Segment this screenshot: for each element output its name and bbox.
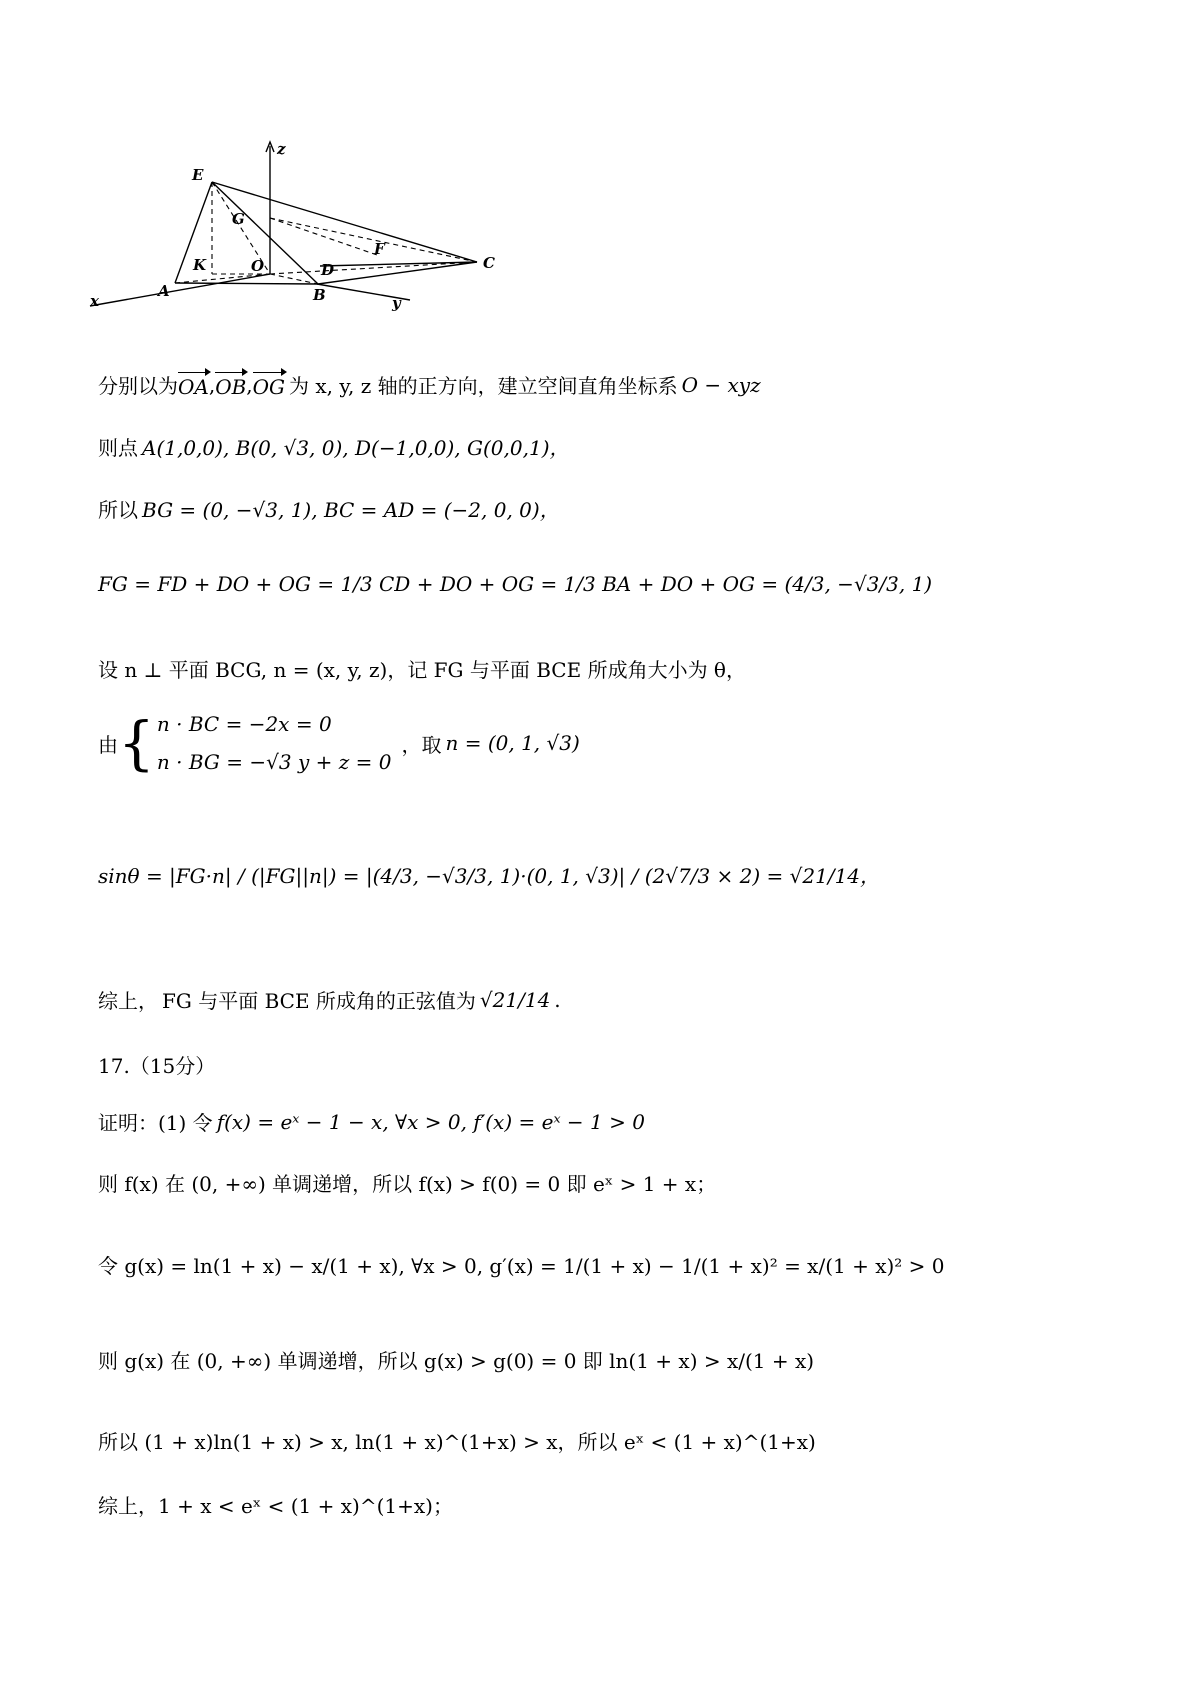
line-fg-vector: FG = FD + DO + OG = 1/3 CD + DO + OG = 1/3 BA + DO + OG = (4/3, −√3/3, 1) <box>98 572 933 596</box>
line-system: 由 { n · BC = −2x = 0 n · BG = −√3 y + z = 0 ，取 n = (0, 1, √3) <box>98 709 580 777</box>
label-G: G <box>232 210 245 228</box>
question-17-heading: 17.（15分） <box>98 1054 216 1078</box>
label-E: E <box>192 166 204 184</box>
equation-system: n · BC = −2x = 0 n · BG = −√3 y + z = 0 <box>156 712 392 774</box>
label-K: K <box>193 256 207 274</box>
label-O: O <box>251 257 265 275</box>
label-z: z <box>277 140 286 158</box>
proof-line-2: 则 f(x) 在 (0, +∞) 单调递增，所以 f(x) > f(0) = 0 即 eˣ > 1 + x； <box>98 1172 717 1196</box>
line-points: 则点 A(1,0,0), B(0, √3, 0), D(−1,0,0), G(0,0,1)， <box>98 436 570 460</box>
line-normal-setup: 设 n ⊥ 平面 BCG, n = (x, y, z)，记 FG 与平面 BCE 所成角大小为 θ， <box>98 658 746 682</box>
x-axis <box>90 274 270 306</box>
line-conclusion: 综上， FG 与平面 BCE 所成角的正弦值为 √21/14 . <box>98 987 561 1013</box>
line-coordinate-system: 分别以为 OA , OB , OG 为 x, y, z 轴的正方向，建立空间直角坐标系 O − xyz <box>98 372 761 399</box>
label-A: A <box>158 282 170 300</box>
proof-line-1: 证明：(1) 令 f(x) = eˣ − 1 − x, ∀x > 0, f′(x) = eˣ − 1 > 0 <box>98 1109 645 1135</box>
proof-line-3: 令 g(x) = ln(1 + x) − x/(1 + x), ∀x > 0, g′(x) = 1/(1 + x) − 1/(1 + x)² = x/(1 + x)² > 0 <box>98 1254 945 1278</box>
label-B: B <box>313 286 326 304</box>
line-sin-theta: sinθ = |FG·n| / (|FG||n|) = |(4/3, −√3/3, 1)·(0, 1, √3)| / (2√7/3 × 2) = √21/14， <box>98 864 881 888</box>
line-vectors: 所以 BG = (0, −√3, 1), BC = AD = (−2, 0, 0)， <box>98 498 560 522</box>
proof-line-5: 所以 (1 + x)ln(1 + x) > x, ln(1 + x)^(1+x) > x，所以 eˣ < (1 + x)^(1+x) <box>98 1430 816 1454</box>
label-x: x <box>90 292 99 310</box>
geometry-figure <box>80 138 550 338</box>
brace: { <box>118 709 155 777</box>
proof-line-4: 则 g(x) 在 (0, +∞) 单调递增，所以 g(x) > g(0) = 0 即 ln(1 + x) > x/(1 + x) <box>98 1349 815 1373</box>
label-C: C <box>483 254 495 272</box>
label-F: F <box>374 240 385 258</box>
proof-line-6: 综上，1 + x < eˣ < (1 + x)^(1+x)； <box>98 1494 453 1518</box>
label-y: y <box>392 294 401 312</box>
label-D: D <box>321 261 335 279</box>
